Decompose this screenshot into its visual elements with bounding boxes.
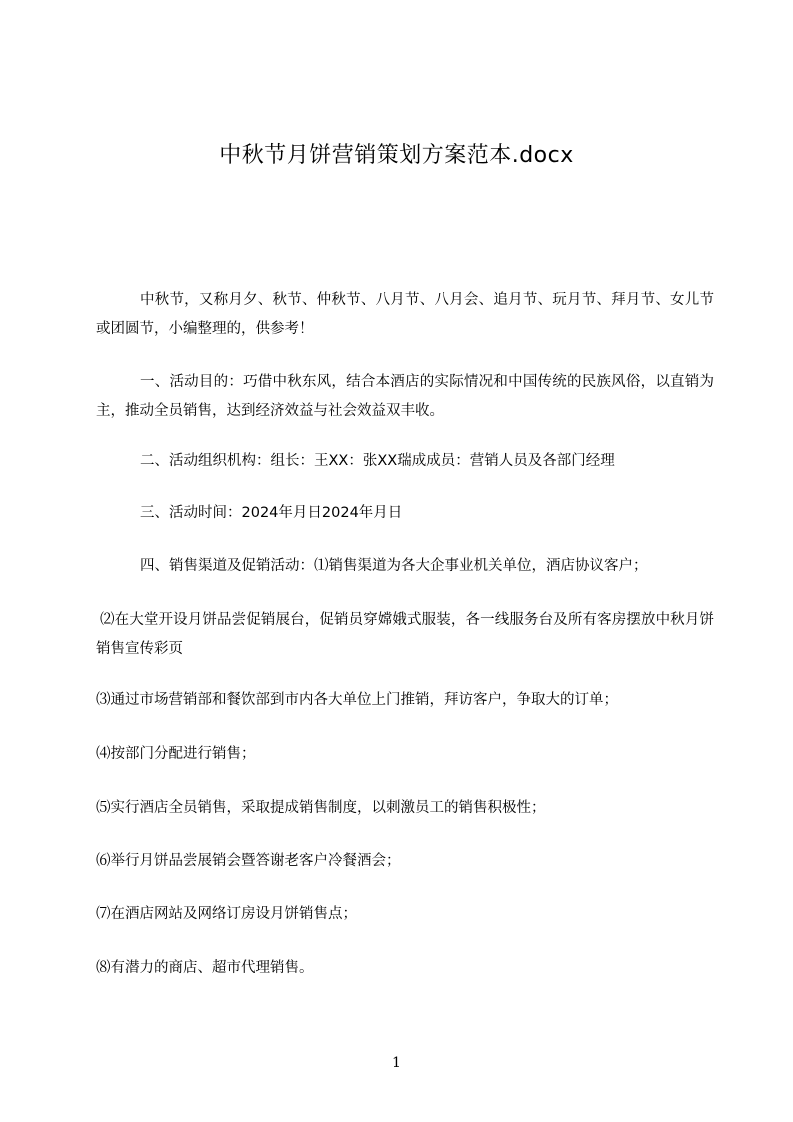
document-title: 中秋节月饼营销策划方案范本.docx	[219, 143, 574, 168]
page-number: 1	[392, 1055, 401, 1071]
list-item: ⑸实行酒店全员销售，采取提成销售制度，以刺激员工的销售积极性；	[96, 800, 546, 816]
list-item: ⑶通过市场营销部和餐饮部到市内各大单位上门推销，拜访客户，争取大的订单；	[96, 692, 618, 708]
paragraph-intro: 中秋节，又称月夕、秋节、仲秋节、八月节、八月会、追月节、玩月节、拜月节、女儿节或团圆节，小编整理的，供参考！	[96, 292, 714, 337]
list-item: ⑵在大堂开设月饼品尝促销展台，促销员穿嫦娥式服装，各一线服务台及所有客房摆放中秋月饼销售宣传彩页	[96, 612, 714, 657]
list-item: ⑻有潜力的商店、超市代理销售。	[96, 960, 314, 976]
paragraph-organization: 二、活动组织机构：组长：王XX：张XX瑞成成员：营销人员及各部门经理	[140, 453, 615, 469]
list-item: ⑷按部门分配进行销售；	[96, 746, 256, 762]
paragraph-channels: 四、销售渠道及促销活动：⑴销售渠道为各大企事业机关单位，酒店协议客户；	[140, 558, 648, 574]
paragraph-time: 三、活动时间：2024年月日2024年月日	[140, 505, 403, 521]
list-item: ⑹举行月饼品尝展销会暨答谢老客户冷餐酒会；	[96, 853, 401, 869]
paragraph-purpose: 一、活动目的：巧借中秋东风，结合本酒店的实际情况和中国传统的民族风俗，以直销为主，推动全员销售，达到经济效益与社会效益双丰收。	[96, 374, 714, 419]
list-item: ⑺在酒店网站及网络订房设月饼销售点；	[96, 906, 357, 922]
